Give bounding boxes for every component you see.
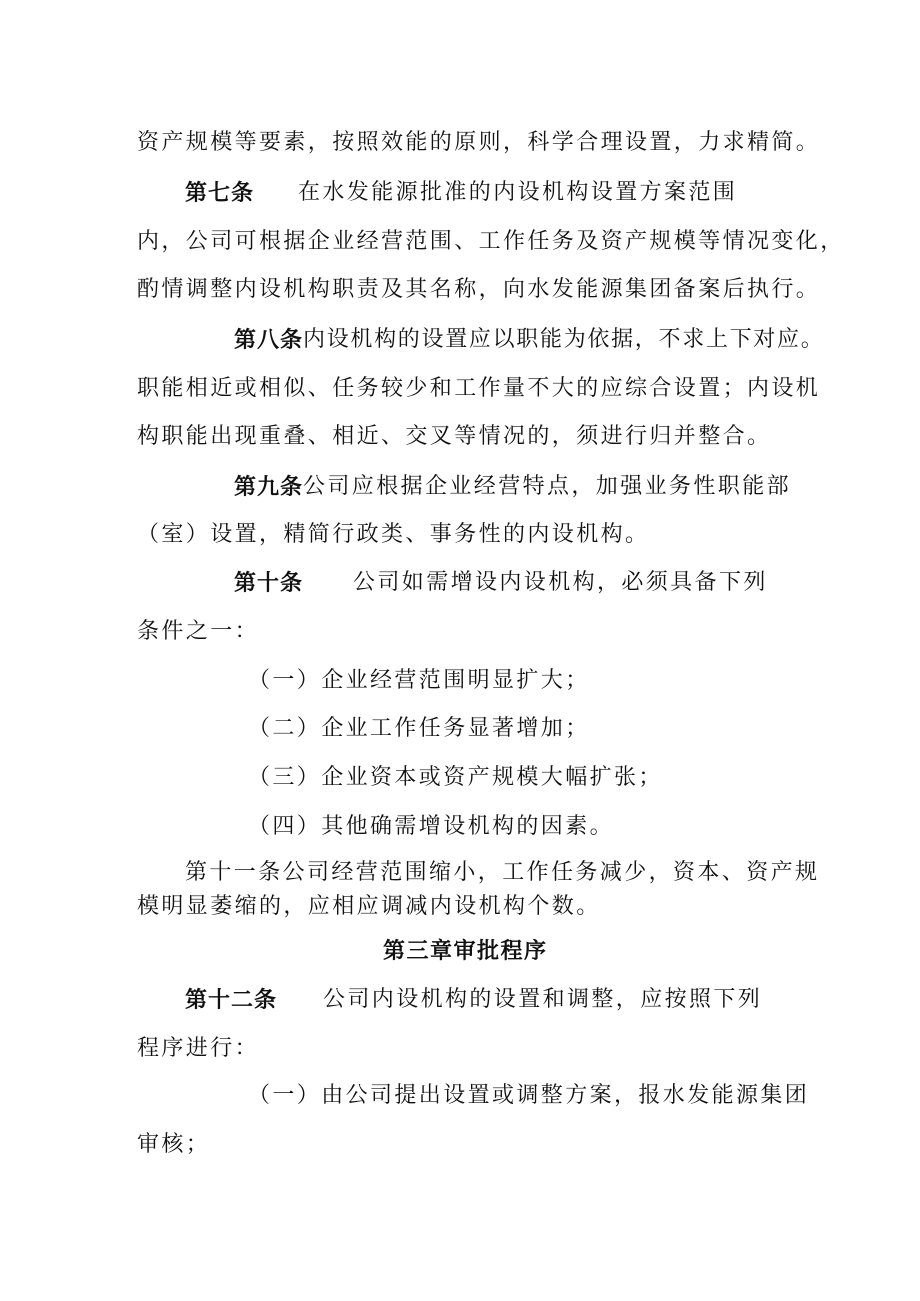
paragraph-line: 条件之一：	[137, 619, 260, 644]
paragraph-line: 程序进行：	[137, 1036, 260, 1061]
paragraph-line: 第十一条公司经营范围缩小，工作任务减少，资本、资产规	[185, 860, 820, 885]
article-8-text: 内设机构的设置应以职能为依据，不求上下对应。	[303, 327, 825, 352]
paragraph-line: 职能相近或相似、任务较少和工作量不大的应综合设置；内设机	[137, 376, 821, 401]
paragraph-line: 酌情调整内设机构职责及其名称，向水发能源集团备案后执行。	[137, 277, 821, 302]
paragraph-line: （室）设置，精简行政类、事务性的内设机构。	[137, 522, 650, 547]
paragraph-line: 审核；	[137, 1132, 211, 1157]
chapter-title: 第三章审批程序	[383, 938, 548, 964]
article-7-text: 在水发能源批准的内设机构设置方案范围	[298, 180, 738, 205]
article-7-label: 第七条	[185, 180, 255, 206]
list-item: （二）企业工作任务显著增加；	[248, 716, 590, 741]
article-10-text: 公司如需增设内设机构，必须具备下列	[353, 570, 768, 595]
article-12-text: 公司内设机构的设置和调整，应按照下列	[323, 987, 763, 1012]
list-item: （一）由公司提出设置或调整方案，报水发能源集团	[248, 1083, 810, 1108]
article-12-label: 第十二条	[185, 987, 278, 1013]
paragraph-line: 内，公司可根据企业经营范围、工作任务及资产规模等情况变化，	[137, 229, 845, 254]
list-item: （四）其他确需增设机构的因素。	[248, 814, 615, 839]
list-item: （一）企业经营范围明显扩大；	[248, 668, 590, 693]
paragraph-line: 构职能出现重叠、相近、交叉等情况的，须进行归并整合。	[137, 424, 772, 449]
list-item: （三）企业资本或资产规模大幅扩张；	[248, 765, 663, 790]
paragraph-line: 资产规模等要素，按照效能的原则，科学合理设置，力求精简。	[137, 130, 821, 155]
article-8-label: 第八条	[234, 327, 304, 353]
article-9-label: 第九条	[234, 474, 304, 500]
paragraph-line: 模明显萎缩的，应相应调减内设机构个数。	[137, 894, 601, 919]
article-9-text: 公司应根据企业经营特点，加强业务性职能部	[303, 474, 792, 499]
article-10-label: 第十条	[234, 570, 304, 596]
